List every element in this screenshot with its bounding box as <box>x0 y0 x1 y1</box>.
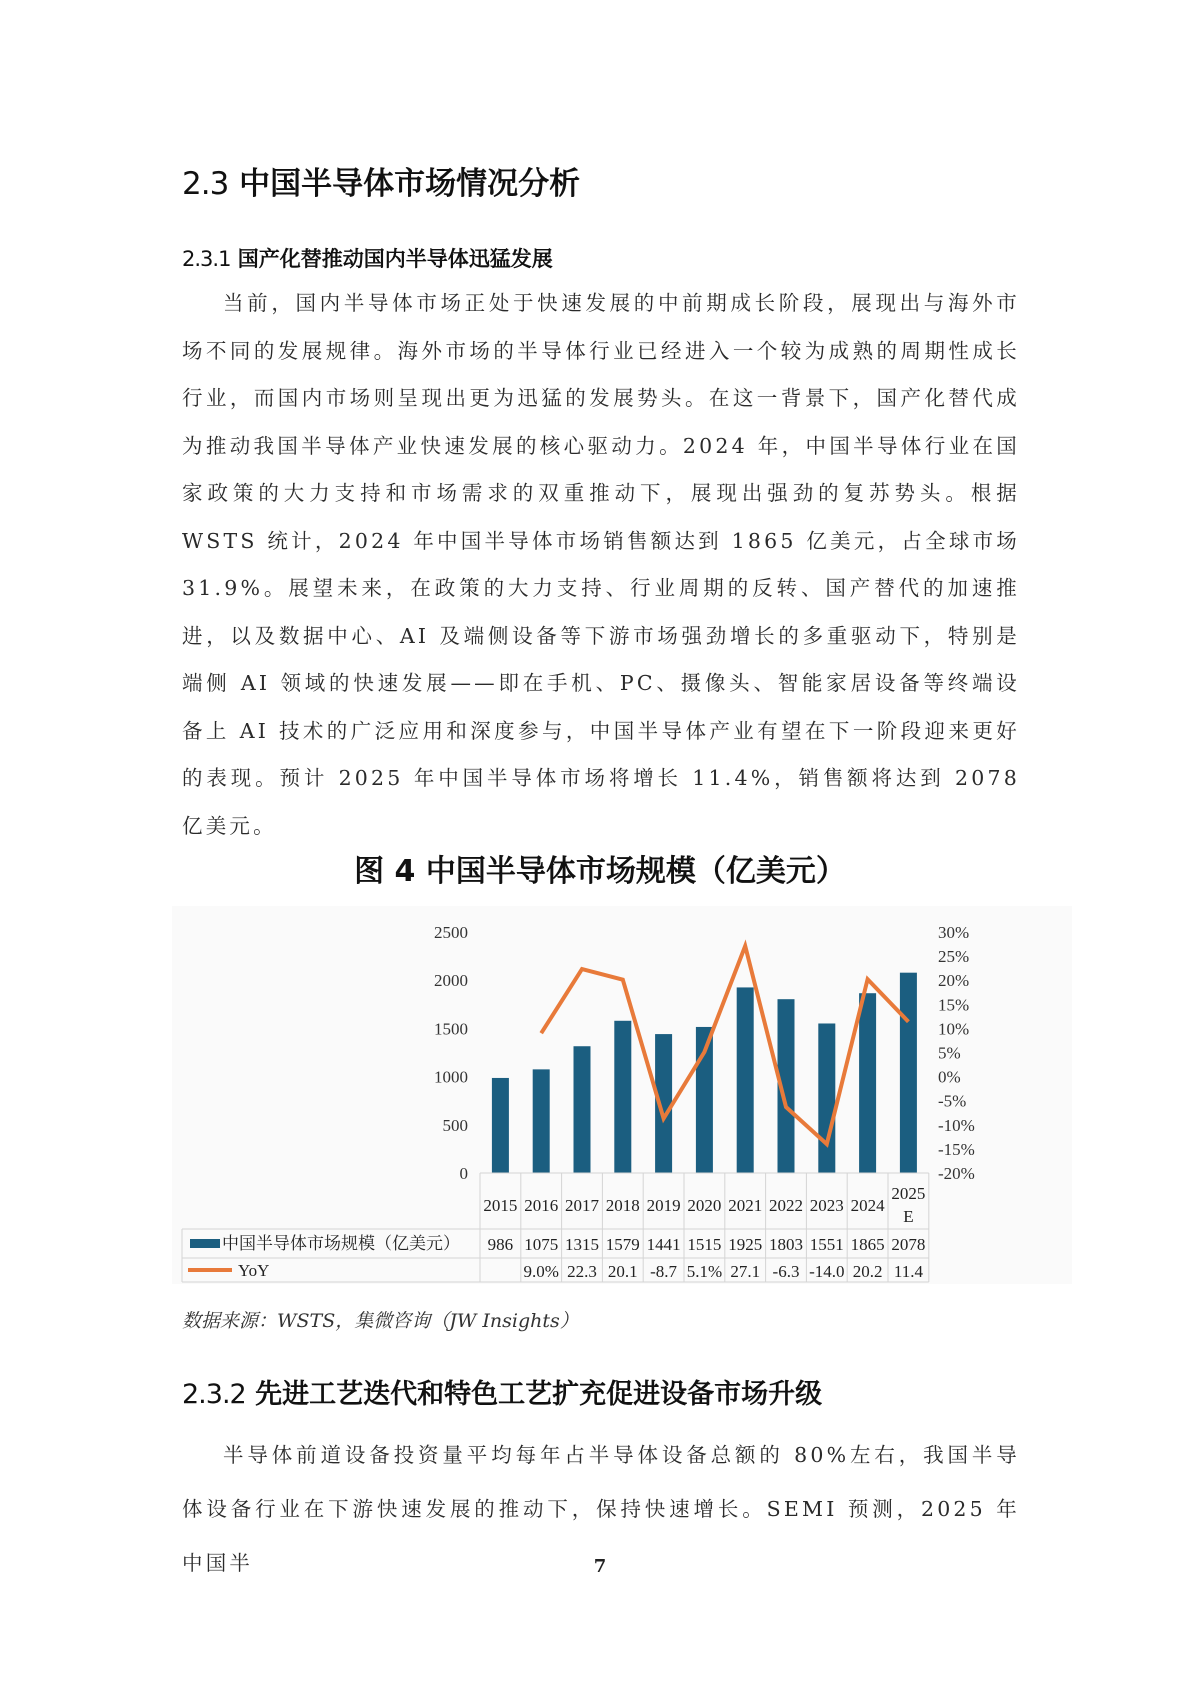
table-cell-size: 2078 <box>891 1235 926 1254</box>
subsection-number: 2.3.2 <box>182 1379 246 1410</box>
paragraph-text: 当前，国内半导体市场正处于快速发展的中前期成长阶段，展现出与海外市场不同的发展规律。海外市场的半导体行业已经进入一个较为成熟的周期性成长行业，而国内市场则呈现出更为迅猛的发展势头。在这一背景下，国产化替代成为推动我国半导体产业快速发展的核心驱动力。2024 年，中国半导体行业在国家政策的大力支持和市场需求的双重推动下，展现出强劲的复苏势头。根据 WSTS 统计，2024 年中国半导体市场销售额达到 1865 亿美元，占全球市场 31.9%。展望未来，在政策的大力支持、行业周期的反转、国产替代的加速推进，以及数据中心、AI 及端侧设备等下游市场强劲增长的多重驱动下，特别是端侧 AI 领域的快速发展——即在手机、PC、摄像头、智能家居设备等终端设备上 AI 技术的广泛应用和深度参与，中国半导体产业有望在下一阶段迎来更好的表现。预计 2025 年中国半导体市场将增长 11.4%，销售额将达到 2078 亿美元。 <box>182 291 1020 838</box>
left-axis-tick: 1000 <box>434 1067 468 1087</box>
category-label: 2025 <box>891 1184 926 1203</box>
bar-2023 <box>818 1023 835 1173</box>
legend-bar-swatch <box>190 1239 220 1248</box>
right-axis-tick: -5% <box>938 1091 967 1111</box>
table-cell-yoy: 9.0% <box>523 1262 559 1281</box>
bar-2015 <box>492 1078 509 1173</box>
right-axis-tick: -20% <box>938 1164 975 1183</box>
category-label: 2022 <box>769 1196 803 1215</box>
category-label: 2024 <box>850 1196 885 1215</box>
table-cell-size: 1925 <box>728 1235 763 1254</box>
right-axis-tick: 5% <box>938 1043 961 1063</box>
category-label: E <box>903 1207 914 1226</box>
table-cell-size: 1551 <box>809 1235 844 1254</box>
table-cell-size: 1579 <box>605 1235 640 1254</box>
left-axis-tick: 2000 <box>434 971 468 991</box>
right-axis-tick: 30% <box>938 923 970 942</box>
chart-canvas <box>172 906 1072 1284</box>
table-cell-size: 1865 <box>850 1235 885 1254</box>
figure-title: 图 4 中国半导体市场规模（亿美元） <box>354 854 846 889</box>
category-label: 2023 <box>809 1196 844 1215</box>
subsection-heading-2 <box>182 1372 822 1411</box>
figure-source: 数据来源：WSTS，集微咨询（JW Insights） <box>182 1310 579 1332</box>
section-title: 中国半导体市场情况分析 <box>239 166 581 202</box>
page-number: 7 <box>593 1556 607 1577</box>
right-axis-tick: 25% <box>938 947 970 967</box>
market-size-chart <box>172 906 1072 1284</box>
table-cell-size: 1315 <box>565 1235 599 1254</box>
table-cell-size: 1441 <box>646 1235 681 1254</box>
category-label: 2017 <box>565 1196 599 1215</box>
table-cell-yoy: 11.4 <box>893 1262 923 1281</box>
bar-2021 <box>737 987 754 1173</box>
body-paragraph-1 <box>182 280 1020 850</box>
table-cell-yoy: 5.1% <box>686 1262 723 1281</box>
subsection-heading-1 <box>182 243 553 273</box>
table-cell-size: 986 <box>487 1235 514 1254</box>
category-label: 2018 <box>605 1196 640 1215</box>
table-cell-size: 1803 <box>769 1235 803 1254</box>
left-axis-tick: 1500 <box>434 1019 468 1039</box>
category-label: 2021 <box>728 1196 763 1215</box>
subsection-number: 2.3.1 <box>182 247 231 271</box>
section-number: 2.3 <box>182 166 229 202</box>
legend-bar-label: 中国半导体市场规模（亿美元） <box>222 1234 460 1253</box>
right-axis-tick: 0% <box>938 1067 961 1087</box>
category-label: 2016 <box>524 1196 559 1215</box>
left-axis-tick: 2500 <box>434 923 468 942</box>
subsection-title: 先进工艺迭代和特色工艺扩充促进设备市场升级 <box>255 1379 823 1410</box>
table-cell-yoy: -14.0 <box>809 1262 845 1281</box>
right-axis-tick: -10% <box>938 1115 975 1135</box>
right-axis-tick: 10% <box>938 1019 970 1039</box>
left-axis-tick: 500 <box>442 1115 468 1135</box>
table-cell-yoy: 22.3 <box>567 1262 597 1281</box>
category-label: 2019 <box>646 1196 681 1215</box>
bar-2018 <box>614 1021 631 1173</box>
left-axis-tick: 0 <box>459 1164 468 1183</box>
table-cell-yoy: -8.7 <box>650 1262 678 1281</box>
bar-2025E <box>900 973 917 1173</box>
subsection-title: 国产化替推动国内半导体迅猛发展 <box>237 247 553 271</box>
table-cell-size: 1515 <box>687 1235 722 1254</box>
bar-2017 <box>574 1046 591 1173</box>
right-axis-tick: 15% <box>938 995 970 1015</box>
table-cell-yoy: 20.2 <box>852 1262 883 1281</box>
legend-line-label: YoY <box>238 1261 270 1280</box>
yoy-line <box>541 946 908 1144</box>
section-heading <box>182 158 580 203</box>
bar-2024 <box>859 993 876 1173</box>
category-label: 2020 <box>687 1196 722 1215</box>
bar-2016 <box>533 1069 550 1173</box>
table-cell-size: 1075 <box>524 1235 559 1254</box>
right-axis-tick: -15% <box>938 1139 975 1159</box>
category-label: 2015 <box>483 1196 518 1215</box>
paragraph-text: 半导体前道设备投资量平均每年占半导体设备总额的 80%左右，我国半导体设备行业在下游快速发展的推动下，保持快速增长。SEMI 预测，2025 年中国半 <box>182 1443 1020 1575</box>
table-cell-yoy: -6.3 <box>772 1262 800 1281</box>
table-cell-yoy: 20.1 <box>607 1262 638 1281</box>
right-axis-tick: 20% <box>938 971 970 991</box>
table-cell-yoy: 27.1 <box>730 1262 761 1281</box>
